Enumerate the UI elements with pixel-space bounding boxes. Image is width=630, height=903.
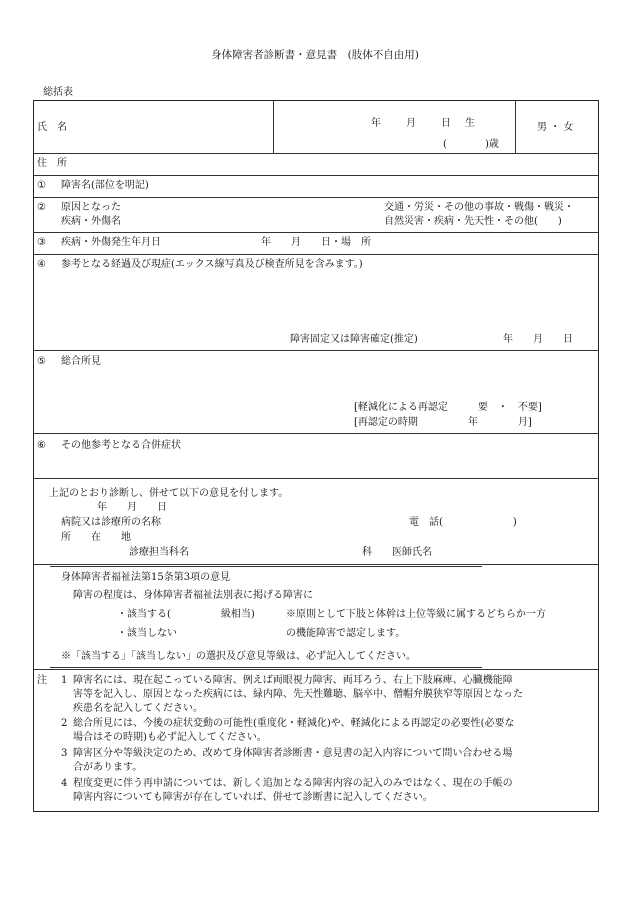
note3-line2: 合があります。 xyxy=(73,762,143,773)
item1-num: ① xyxy=(37,180,46,191)
row-divider xyxy=(33,232,599,233)
diagnosis-statement: 上記のとおり診断し、併せて以下の意見を付します。 xyxy=(49,488,289,499)
item3-label: 疾病・外傷発生年月日 xyxy=(61,237,161,248)
col-divider xyxy=(515,100,516,153)
row-divider xyxy=(33,350,599,351)
opinion-degree: 障害の程度は、身体障害者福祉法別表に掲げる障害に xyxy=(73,590,313,601)
note2-line2: 場合はその時期)も必ず記入してください。 xyxy=(73,732,267,743)
not-applies-option[interactable]: ・該当しない xyxy=(117,628,177,639)
recert-timing: [再認定の時期 年 月] xyxy=(354,417,532,428)
diagnosis-date: 年 月 日 xyxy=(97,502,167,513)
row-divider xyxy=(33,669,599,670)
opinion-heading: 身体障害者福祉法第15条第3項の意見 xyxy=(61,572,231,583)
opinion-box-top xyxy=(50,566,482,567)
note2-num: 2 xyxy=(61,718,68,729)
item4-label: 参考となる経過及び現症(エックス線写真及び検査所見を含みます。) xyxy=(61,259,363,270)
opinion-note2: の機能障害で認定します。 xyxy=(286,628,406,639)
item1-label: 障害名(部位を明記) xyxy=(61,180,149,191)
row-divider xyxy=(33,254,599,255)
item2-label-line1: 原因となった xyxy=(61,202,121,213)
item2-label-line2: 疾病・外傷名 xyxy=(61,216,121,227)
onset-date-place: 年 月 日・場 所 xyxy=(261,237,371,248)
opinion-box-bottom xyxy=(50,667,482,668)
note2-line1: 総合所見には、今後の症状変動の可能性(重度化・軽減化)や、軽減化による再認定の必要性(必要な xyxy=(73,718,515,729)
age-close: )歳 xyxy=(485,139,499,150)
cause-options-line1[interactable]: 交通・労災・その他の事故・戦傷・戦災・ xyxy=(384,202,574,213)
note1-line3: 疾患名を記入してください。 xyxy=(73,703,203,714)
item5-label: 総合所見 xyxy=(61,356,101,367)
form-title: 身体障害者診断書・意見書 (肢体不自由用) xyxy=(211,49,419,61)
age-open: ( xyxy=(443,139,447,150)
item4-num: ④ xyxy=(37,259,46,270)
birth-month: 月 xyxy=(406,118,416,129)
gender-choice[interactable]: 男 ・ 女 xyxy=(537,122,574,133)
row-divider xyxy=(33,433,599,434)
fixed-date: 年 月 日 xyxy=(503,334,573,345)
note4-num: 4 xyxy=(61,778,68,789)
notes-label: 注 xyxy=(37,675,47,686)
note3-num: 3 xyxy=(61,748,68,759)
department-label: 診療担当科名 xyxy=(129,547,189,558)
row-divider xyxy=(33,478,599,479)
opinion-note1: ※原則として下肢と体幹は上位等級に属するどちらか一方 xyxy=(286,609,546,620)
col-divider xyxy=(273,100,274,153)
note3-line1: 障害区分や等級決定のため、改めて身体障害者診断書・意見書の記入内容について問い合わせる場 xyxy=(73,748,513,759)
note4-line2: 障害内容についても障害が存在していれば、併せて診断書に記入してください。 xyxy=(73,792,433,803)
fixed-date-label: 障害固定又は障害確定(推定) xyxy=(290,334,418,345)
row-divider xyxy=(33,564,599,565)
item5-num: ⑤ xyxy=(37,356,46,367)
item6-num: ⑥ xyxy=(37,440,46,451)
row-divider xyxy=(33,175,599,176)
row-divider xyxy=(33,197,599,198)
born-label: 生 xyxy=(465,118,475,129)
name-label: 氏 名 xyxy=(37,122,67,133)
item6-label: その他参考となる合併症状 xyxy=(61,440,181,451)
note1-line1: 障害名には、現在起こっている障害、例えば両眼視力障害、両耳ろう、右上下肢麻痺、心臓機能障 xyxy=(73,675,513,686)
summary-label: 総括表 xyxy=(43,87,73,98)
note4-line1: 程度変更に伴う再申請については、新しく追加となる障害内容の記入のみではなく、現在の手帳の xyxy=(73,778,513,789)
note1-line2: 害等を記入し、原因となった疾病には、緑内障、先天性難聴、脳卒中、僧帽弁膜狭窄等原因となった xyxy=(73,689,523,700)
location-label: 所 在 地 xyxy=(61,532,131,543)
hospital-label: 病院又は診療所の名称 xyxy=(61,517,161,528)
recert-required: [軽減化による再認定 要 ・ 不要] xyxy=(354,402,542,413)
applies-option[interactable]: ・該当する( 級相当) xyxy=(117,609,255,620)
birth-year: 年 xyxy=(371,118,381,129)
address-label: 住 所 xyxy=(37,158,67,169)
opinion-must-note: ※「該当する」「該当しない」の選択及び意見等級は、必ず記入してください。 xyxy=(61,651,416,662)
address-input[interactable] xyxy=(85,156,589,175)
cause-options-line2[interactable]: 自然災害・疾病・先天性・その他( ) xyxy=(384,216,562,227)
note1-num: 1 xyxy=(61,675,68,686)
item2-num: ② xyxy=(37,202,46,213)
doctor-label: 科 医師氏名 xyxy=(362,547,432,558)
phone-label: 電 話( ) xyxy=(409,517,517,528)
row-divider xyxy=(33,153,599,154)
item3-num: ③ xyxy=(37,237,46,248)
birth-day: 日 xyxy=(441,118,451,129)
name-input[interactable] xyxy=(85,110,269,148)
